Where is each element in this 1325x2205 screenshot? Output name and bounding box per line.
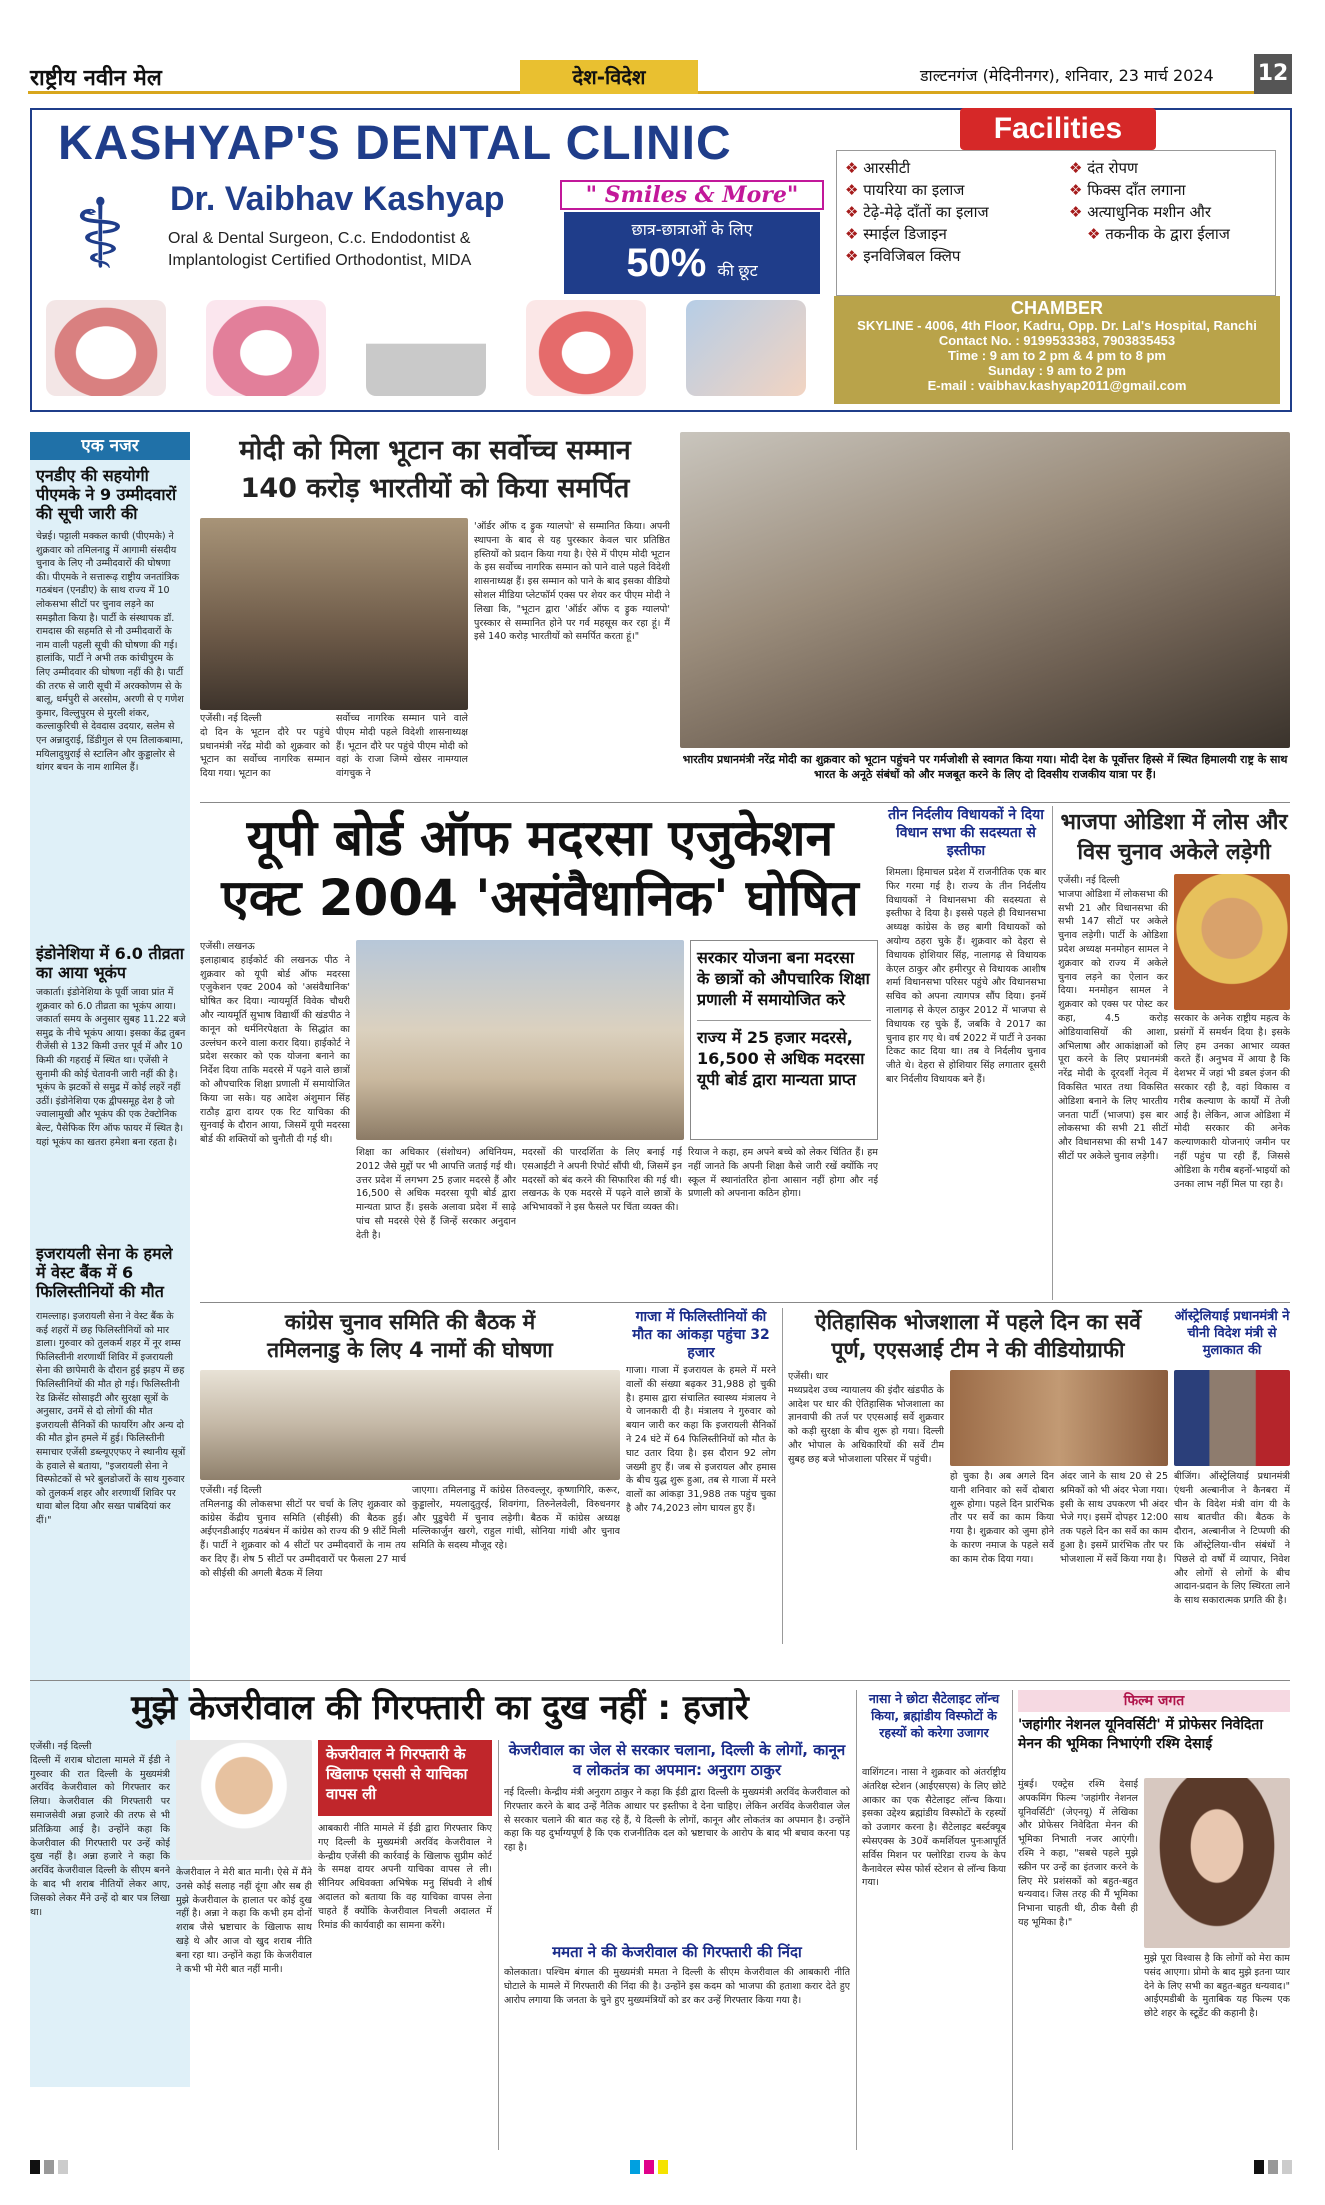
bhutan-headline-line-1: मोदी को मिला भूटान का सर्वोच्च सम्मान xyxy=(239,435,631,466)
bhojshala-body: हो चुका है। अब अगले दिन यानी शनिवार को सर्वे दोबारा शुरू होगा। पहले दिन प्रारंभिक तौर पर सर्वे का काम किया गया है। शुक्रवार को जुमा होने के कारण नमाज के पहले सर्वे का काम रोक दिया गया। xyxy=(950,1471,1054,1565)
brief-headline: इंडोनेशिया में 6.0 तीव्रता का आया भूकंप xyxy=(36,944,184,982)
hazare-body: केजरीवाल ने मेरी बात मानी। ऐसे में मैंने उनसे कोई सलाह नहीं दूंगा और सब ही मुझे केजरीवाल के हालात पर कोई दुख नहीं है। अन्ना ने कहा कि कभी हम दोनों शराब जैसे भ्रष्टाचार के खिलाफ साथ खड़े थे और आज वो खुद शराब नीति बना रहा था। उन्होंने कहा कि केजरीवाल ने कभी भी मेरी बात नहीं मानी। xyxy=(176,1867,312,1975)
chamber-time: Time : 9 am to 2 pm & 4 pm to 8 pm xyxy=(948,348,1166,363)
modi-welcome-photo xyxy=(680,432,1290,748)
offer-line: छात्र-छात्राओं के लिए xyxy=(631,220,753,239)
offer-percent: 50% xyxy=(626,241,707,285)
gaza-headline: गाजा में फिलिस्तीनियों की मौत का आंकड़ा पहुंचा 32 हजार xyxy=(632,1309,770,1361)
facility-item: ❖ दंत रोपण xyxy=(1069,157,1230,179)
braces-photo xyxy=(526,300,646,396)
dentures-photo xyxy=(46,300,166,396)
brief-headline: इजरायली सेना के हमले में वेस्ट बैंक में 6 फिलिस्तीनियों की मौत xyxy=(36,1244,173,1301)
gum-model-photo xyxy=(206,300,326,396)
facilities-title: Facilities xyxy=(960,108,1156,150)
facilities-list xyxy=(836,150,1276,296)
bhutan-body: सर्वोच्च नागरिक सम्मान पाने वाले पीएम मोदी पहले विदेशी शासनाध्यक्ष हैं। भूटान दौरे पर पहुंचे पीएम मोदी को वहां के राजा जिग्मे खेसर नामग्याल वांगचुक ने xyxy=(336,713,468,780)
congress-headline-line-2: तमिलनाडु के लिए 4 नामों की घोषणा xyxy=(267,1338,553,1362)
film-body: मुंबई। एक्ट्रेस रश्मि देसाई अपकमिंग फिल्म 'जहांगीर नेशनल यूनिवर्सिटी' (जेएनयू) में लेखिका और प्रोफेसर निवेदिता मेनन की भूमिका निभाती नजर आएंगी। रश्मि ने कहा, "सबसे पहले मुझे स्क्रीन पर उन्हें का इंतजार करने के लिए मेरे प्रशंसकों को बहुत-बहुत धन्यवाद। जिस तरह की मैं भूमिका निभाना चाहती थी, ठीक वैसी ही यह भूमिका है।" xyxy=(1018,1779,1138,1928)
madrasa-headline-line-1: यूपी बोर्ड ऑफ मदरसा एजुकेशन xyxy=(246,809,834,867)
hazare-headline: मुझे केजरीवाल की गिरफ्तारी का दुख नहीं : हजारे xyxy=(131,1688,749,1728)
facility-item: ❖ आरसीटी xyxy=(845,157,989,179)
facility-item: ❖ अत्याधुनिक मशीन और xyxy=(1069,201,1230,223)
chamber-info xyxy=(834,296,1280,404)
odisha-body: सरकार के अनेक राष्ट्रीय महत्व के प्रसंगों में समर्थन दिया है। इसके लिए हम उनका आभार व्यक्त करते हैं। अनुभव में आया है कि देशभर में जहां भी डबल इंजन की सरकार रही है, वहां विकास व गरीब कल्याण के कार्यों में तेजी आई है। लेकिन, आज ओडिशा में मोदी सरकार की अनेक कल्याणकारी योजनाएं जमीन पर नहीं पहुंच पा रही हैं, जिससे ओडिशा के गरीब बहनों-भाइयों को उनका लाभ नहीं मिल पा रहा है। xyxy=(1174,1013,1290,1190)
australia-body: बीजिंग। ऑस्ट्रेलियाई प्रधानमंत्री एंथनी अल्बानीज ने कैनबरा में चीन के विदेश मंत्री वांग यी के साथ बातचीत की। बैठक के दौरान, अल्बानीज ने टिप्पणी की कि ऑस्ट्रेलिया-चीन संबंधों ने पिछले दो वर्षों में व्यापार, निवेश और लोगों से लोगों के बीच आदान-प्रदान के लिए स्थिरता लाने के साथ सकारात्मक प्रगति की है। xyxy=(1174,1471,1290,1607)
madrasa-body: रियाज ने कहा, हम अपने बच्चे को लेकर चिंतित हैं। हम नहीं जानते कि अपनी शिक्षा कैसे जारी रखें क्योंकि नए स्कूल में स्थानांतरित होना आसान नहीं होगा और नई प्रणाली को अपनाना कठिन होगा। xyxy=(688,1147,878,1200)
manmohan-samal-photo xyxy=(1174,874,1290,1010)
offer-suffix: की छूट xyxy=(717,263,758,280)
chamber-contact: Contact No. : 9199533383, 7903835453 xyxy=(938,333,1176,348)
chamber-sunday: Sunday : 9 am to 2 pm xyxy=(988,363,1126,378)
sc-petition-body: आबकारी नीति मामले में ईडी द्वारा गिरफ्तार किए गए दिल्ली के मुख्यमंत्री अरविंद केजरीवाल ने केन्द्रीय एजेंसी की कार्रवाई के खिलाफ सुप्रीम कोर्ट के समक्ष दायर अपनी याचिका वापस ले ली। सीनियर अधिवक्ता अभिषेक मनु सिंघवी ने शीर्ष अदालत को बताया कि वह याचिका वापस लेना चाहते हैं क्योंकि केजरीवाल निचली अदालत में रिमांड की कार्यवाही का सामना करेंगे। xyxy=(318,1823,492,1931)
satellite-body: वाशिंगटन। नासा ने शुक्रवार को अंतर्राष्ट्रीय अंतरिक्ष स्टेशन (आईएसएस) के लिए छोटे आकार का एक सैटेलाइट लॉन्च किया। इसका उद्देश्य ब्रह्मांडीय विस्फोटों के रहस्यों को उजागर करना है। सैटेलाइट बर्स्टक्यूब स्पेसएक्स के 30वें कमर्शियल पुनःआपूर्ति सर्विस मिशन पर फ्लोरिडा राज्य के केप कैनावेरल स्पेस फोर्स स्टेशन से लॉन्च किया गया। xyxy=(862,1767,1006,1889)
sidebar-header: एक नजर xyxy=(30,432,190,460)
facilities-right-column xyxy=(1069,157,1230,245)
bhutan-body: एजेंसी। नई दिल्ली दो दिन के भूटान दौरे पर पहुंचे प्रधानमंत्री नरेंद्र मोदी को शुक्रवार को भूटान का सर्वोच्च नागरिक सम्मान दिया गया। भूटान का xyxy=(200,713,330,780)
chamber-address: SKYLINE - 4006, 4th Floor, Kadru, Opp. Dr. Lal's Hospital, Ranchi xyxy=(857,318,1257,333)
odisha-body: एजेंसी। नई दिल्ली भाजपा ओडिशा में लोकसभा की सभी 21 और विधानसभा की सभी 147 सीटों पर अकेले चुनाव लड़ेगी। पार्टी के ओडिशा प्रदेश अध्यक्ष मनमोहन सामल ने शुक्रवार को राज्य में अकेले चुनाव लड़ने का ऐलान कर दिया। मनमोहन सामल ने शुक्रवार को एक्स पर पोस्ट कर कहा, 4.5 करोड़ ओडियावासियों की आशा, अभिलाषा और आकांक्षाओं को पूरा करने के लिए प्रधानमंत्री नरेंद्र मोदी के दूरदर्शी नेतृत्व में विकसित भारत तथा विकसित ओडिशा बनाने के लिए भारतीय जनता पार्टी (भाजपा) इस बार लोकसभा की सभी 21 सीटों और विधानसभा की सभी 147 सीटों पर अकेले चुनाव लड़ेगी। xyxy=(1058,875,1168,1162)
brief-body: रामल्लाह। इजरायली सेना ने वेस्ट बैंक के कई शहरों में छह फिलिस्तीनियों को मार डाला। गुरुवार को तुलकर्म शहर में नूर शम्स फिलिस्तीनी शरणार्थी शिविर में इजरायली सेना की छापेमारी के दौरान हुई झड़प में छह फिलिस्तीनियों की मौत हो गई। फिलिस्तीनी रेड क्रिसेंट सोसाइटी और सुरक्षा सूत्रों के अनुसार, उनमें से दो लोगों की मौत इजरायली सैनिकों की फायरिंग और अन्य दो की मौत ड्रोन हमले में हुई। फिलिस्तीनी समाचार एजेंसी डब्ल्यूएएफए ने स्थानीय सूत्रों के हवाले से बताया, "इजरायली सेना ने विस्फोटकों से भरे बुलडोजरों के साथ गुरुवार को तुलकर्म शहर और शरणार्थी शिविर पर धावा बोल दिया और सख्त पाबंदियां कर दीं।" xyxy=(36,1311,186,1526)
facility-item-continued: ❖ तकनीक के द्वारा ईलाज xyxy=(1069,223,1230,245)
student-discount-offer xyxy=(564,212,820,294)
congress-meeting-photo xyxy=(200,1370,620,1480)
brief-body: जकार्ता। इंडोनेशिया के पूर्वी जावा प्रांत में शुक्रवार को 6.0 तीव्रता का भूकंप आया। जकार्ता समय के अनुसार सुबह 11.22 बजे समुद्र के नीचे भूकंप आया। इसका केंद्र तुबन रीजेंसी से 132 किमी उत्तर पूर्व में और 10 किमी की गहराई में स्थित था। एजेंसी ने सुनामी की कोई चेतावनी जारी नहीं की है। भूकंप के झटकों से समुद्र में कोई लहरें नहीं उठीं। इंडोनेशिया एक द्वीपसमूह देश है जो ज्वालामुखी और भूकंप की एक टेक्टोनिक बेल्ट, पैसेफिक रिंग ऑफ फायर में स्थित है। यहां भूकंप का खतरा हमेशा बना रहता है। xyxy=(36,987,186,1148)
newspaper-name: राष्ट्रीय नवीन मेल xyxy=(30,65,162,91)
bhutan-body: 'ऑर्डर ऑफ द ड्रुक ग्यालपो' से सम्मानित किया। अपनी स्थापना के बाद से यह पुरस्कार केवल चार प्रतिष्ठित हस्तियों को प्रदान किया गया है। ऐसे में पीएम मोदी भूटान के इस सर्वोच्च नागरिक सम्मान को पाने वाले पहले विदेशी शासनाध्यक्ष हैं। इस सम्मान को पाने के बाद इसका वीडियो सोशल मीडिया प्लेटफॉर्म एक्स पर शेयर कर पीएम मोदी ने लिखा कि, "भूटान द्वारा 'ऑर्डर ऑफ द ड्रुक ग्यालपो' पुरस्कार से सम्मानित होने पर गर्व महसूस कर रहा हूं। मैं इसे 140 करोड़ भारतीयों को समर्पित करता हूं।" xyxy=(474,521,670,643)
bhutan-headline-line-2: 140 करोड़ भारतीयों को किया समर्पित xyxy=(240,473,630,504)
madrasa-body: मदरसों की पारदर्शिता के लिए बनाई गई एसआईटी ने अपनी रिपोर्ट सौंपी थी, जिसमें इन मदरसों को बंद करने की सिफारिश की गई थी। लखनऊ के एक मदरसे में पढ़ने वाले छात्रों के अभिभावकों ने इस फैसले पर चिंता व्यक्त की। xyxy=(522,1147,682,1214)
child-checkup-photo xyxy=(686,300,806,396)
bhojshala-photo xyxy=(950,1370,1168,1466)
bhojshala-body: एजेंसी। धार मध्यप्रदेश उच्च न्यायालय की इंदौर खंडपीठ के आदेश पर धार की ऐतिहासिक भोजशाला का ज्ञानवापी की तर्ज पर एएसआई सर्वे शुक्रवार को कड़ी सुरक्षा के बीच शुरू हो गया। दिल्ली और भोपाल के अधिकारियों की सर्वे टीम सुबह छह बजे भोजशाला परिसर में पहुंची। xyxy=(788,1371,944,1465)
rashmi-desai-photo xyxy=(1144,1778,1290,1948)
albanese-wang-photo xyxy=(1174,1370,1290,1466)
facilities-left-column xyxy=(845,157,989,267)
brief-headline: एनडीए की सहयोगी पीएमके ने 9 उम्मीदवारों की सूची जारी की xyxy=(36,466,177,523)
bhutan-award-photo xyxy=(200,518,468,710)
himachal-headline: तीन निर्दलीय विधायकों ने दिया विधान सभा की सदस्यता से इस्तीफा xyxy=(888,807,1044,859)
film-section-header: फिल्म जगत xyxy=(1018,1690,1290,1712)
facility-item: ❖ टेढ़े-मेढ़े दाँतों का इलाज xyxy=(845,201,989,223)
facility-item: ❖ इनविजिबल क्लिप xyxy=(845,245,989,267)
bhojshala-body: अंदर जाने के साथ 20 से 25 श्रमिकों को भी अंदर भेजा गया। इसी के साथ उपकरण भी अंदर भेजे गए। इसमें दोपहर 12:00 तक पहले दिन का सर्वे का काम हुआ है। इसमें प्रारंभिक तौर पर भोजशाला में सर्वे किया गया है। xyxy=(1060,1471,1168,1565)
sc-petition-headline: केजरीवाल ने गिरफ्तारी के खिलाफ एससी से याचिका वापस ली xyxy=(318,1740,492,1816)
congress-headline-line-1: कांग्रेस चुनाव समिति की बैठक में xyxy=(284,1310,536,1334)
print-color-bar xyxy=(30,2160,1292,2174)
madrasa-headline-line-2: एक्ट 2004 'असंवैधानिक' घोषित xyxy=(221,869,859,927)
anurag-headline: केजरीवाल का जेल से सरकार चलाना, दिल्ली के लोगों, कानून व लोकतंत्र का अपमान: अनुराग ठाकुर xyxy=(508,1741,846,1779)
film-headline: 'जहांगीर नेशनल यूनिवर्सिटी' में प्रोफेसर निवेदिता मेनन की भूमिका निभाएंगी रश्मि देसाई xyxy=(1018,1717,1264,1752)
high-court-photo xyxy=(356,940,684,1140)
facility-item: ❖ फिक्स दाँत लगाना xyxy=(1069,179,1230,201)
satellite-headline: नासा ने छोटा सैटेलाइट लॉन्च किया, ब्रह्मांडीय विस्फोटों के रहस्यों को करेगा उजागर xyxy=(868,1691,1000,1740)
dateline: डाल्टनगंज (मेदिनीनगर), शनिवार, 23 मार्च 2024 xyxy=(920,66,1214,85)
chamber-title: CHAMBER xyxy=(1011,298,1103,318)
doctor-qualifications xyxy=(168,228,471,272)
qualification-line: Oral & Dental Surgeon, C.c. Endodontist & xyxy=(168,230,471,247)
anurag-body: नई दिल्ली। केन्द्रीय मंत्री अनुराग ठाकुर ने कहा कि ईडी द्वारा दिल्ली के मुख्यमंत्री अरविंद केजरीवाल को गिरफ्तार करने के बाद उन्हें नैतिक आधार पर इस्तीफा दे देना चाहिए। लेकिन अरविंद केजरीवाल जेल से सरकार चलाने की बात कह रहे हैं, ये दिल्ली के लोगों, कानून और लोकतंत्र का अपमान है। उन्होंने कहा कि यह दुर्भाग्यपूर्ण है कि एक राजनीतिक दल को भ्रष्टाचार के आरोप के बाद भी बचाव करना पड़ रहा है। xyxy=(504,1787,850,1854)
dental-photo-strip xyxy=(46,300,806,400)
mamata-headline: ममता ने की केजरीवाल की गिरफ्तारी की निंदा xyxy=(552,1943,802,1961)
madrasa-highlight-1: सरकार योजना बना मदरसा के छात्रों को औपचारिक शिक्षा प्रणाली में समायोजित करे xyxy=(697,948,870,1009)
clinic-name: KASHYAP'S DENTAL CLINIC xyxy=(58,117,732,170)
hazare-body: एजेंसी। नई दिल्ली दिल्ली में शराब घोटाला मामले में ईडी ने गुरुवार की रात दिल्ली के मुख्यमंत्री अरविंद केजरीवाल को गिरफ्तार कर लिया। केजरीवाल की गिरफ्तारी पर समाजसेवी अन्ना हजारे की तरफ से भी प्रतिक्रिया आई है। उन्होंने कहा कि केजरीवाल की गिरफ्तारी पर उन्हें कोई दुख नहीं है। अन्ना हजारे ने कहा कि अरविंद केजरीवाल दिल्ली के सीएम बनने के बाद भी शराब नीतियों लेकर आए, जिसको लेकर मैंने उन्हें दो बार पत्र लिखा था। xyxy=(30,1741,170,1918)
anna-hazare-photo xyxy=(176,1740,312,1860)
facility-item: ❖ स्माईल डिजाइन xyxy=(845,223,989,245)
bhojshala-headline-line-1: ऐतिहासिक भोजशाला में पहले दिन का सर्वे xyxy=(815,1310,1141,1334)
congress-body: जाएगा। तमिलनाडु में कांग्रेस तिरुवल्लूर, कृष्णागिरि, करूर, कुड्डालोर, मयलादुतुरई, शिवगंगा, तिरुनेलवेली, विरुधनगर और पुडुचेरी में चुनाव लड़ेगी। बैठक में कांग्रेस अध्यक्ष मल्लिकार्जुन खरगे, राहुल गांधी, सोनिया गांधी और चुनाव समिति के सदस्य मौजूद रहे। xyxy=(412,1485,620,1552)
qualification-line: Implantologist Certified Orthodontist, MIDA xyxy=(168,252,472,269)
himachal-body: शिमला। हिमाचल प्रदेश में राजनीतिक एक बार फिर गरमा गई है। राज्य के तीन निर्दलीय विधायकों ने विधानसभा की सदस्यता से इस्तीफा दे दिया है। इससे पहले ही विधानसभा अध्यक्ष कांग्रेस के छह बागी विधायकों को अयोग्य ठहरा चुके हैं। शुक्रवार को देहरा से विधायक होशियार सिंह, नालागढ़ से विधायक केएल ठाकुर और हमीरपुर से विधायक आशीष शर्मा विधानसभा परिसर पहुंचे और विधानसभा सचिव को अपना त्यागपत्र सौंप दिया। इनमें नालागढ़ से केएल ठाकुर 2012 में भाजपा से विधायक रह चुके हैं, जबकि वे 2017 का चुनाव हार गए थे। वर्ष 2022 में पार्टी ने उनका टिकट काट दिया था। तब वे निर्दलीय चुनाव जीते थे। देहरा से होशियार सिंह लगातार दूसरी बार निर्दलीय विधायक बने हैं। xyxy=(886,867,1046,1085)
doctor-name: Dr. Vaibhav Kashyap xyxy=(170,180,505,218)
page-number: 12 xyxy=(1254,54,1292,94)
brief-body: चेन्नई। पट्टाली मक्कल काची (पीएमके) ने शुक्रवार को तमिलनाडु में आगामी संसदीय चुनाव के लिए नौ उम्मीदवारों की घोषणा की। पीएमके ने सत्तारूढ़ राष्ट्रीय जनतांत्रिक गठबंधन (एनडीए) के साथ राज्य में 10 लोकसभा सीटों पर चुनाव लड़ने का समझौता किया है। पार्टी के संस्थापक डॉ. रामदास की सहमति से नौ उम्मीदवारों के नाम वाली पहली सूची की घोषणा की गई। हालांकि, पार्टी ने अभी तक कांचीपुरम के लिए उम्मीदवार की घोषणा नहीं की है। पार्टी की तरफ से जारी सूची में अरक्कोणम से के बालू, धर्मपुरी से अरसोम, अरणी से ए गणेश कुमार, विल्लुपुरम से मुरली शंकर, कल्लाकुरिची से देवदास उदयार, सलेम से एन अन्नादुराई, डिंडीगुल से एम तिलाकबामा, मयिलादुथुराई से स्टालिन और कुड्डालोर से थांगर बचन के नाम शामिल हैं। xyxy=(36,531,184,774)
mamata-body: कोलकाता। पश्चिम बंगाल की मुख्यमंत्री ममता ने दिल्ली के सीएम केजरीवाल की आबकारी नीति घोटाले के मामले में गिरफ्तारी की निंदा की है। उन्होंने इस कदम को भाजपा की हताशा करार देते हुए आरोप लगाया कि जनता के चुने हुए मुख्यमंत्रियों को डर कर उन्हें गिरफ्तार किया गया है। xyxy=(504,1967,850,2006)
chamber-email: E-mail : vaibhav.kashyap2011@gmail.com xyxy=(927,378,1187,393)
caduceus-icon: ⚕ xyxy=(74,178,126,290)
facility-item: ❖ पायरिया का इलाज xyxy=(845,179,989,201)
congress-body: एजेंसी। नई दिल्ली तमिलनाडु की लोकसभा सीटों पर चर्चा के लिए शुक्रवार को कांग्रेस केंद्रीय चुनाव समिति (सीईसी) की बैठक हुई। अईएनडीआईए गठबंधन में कांग्रेस को राज्य की 9 सीटें मिली हैं। पार्टी ने शुक्रवार को 4 सीटों पर उम्मीदवारों के नाम तय कर दिए हैं। शेष 5 सीटों पर उम्मीदवारों पर फैसला 27 मार्च को सीईसी की अगली बैठक में लिया xyxy=(200,1485,406,1579)
modi-photo-caption: भारतीय प्रधानमंत्री नरेंद्र मोदी का शुक्रवार को भूटान पहुंचने पर गर्मजोशी से स्वागत किया गया। मोदी देश के पूर्वोत्तर हिस्से में स्थित हिमालयी राष्ट्र के साथ भारत के अनूठे संबंधों को और मजबूत करने के लिए दो दिवसीय राजकीय यात्रा पर हैं। xyxy=(682,753,1288,781)
gaza-body: गाजा। गाजा में इजरायल के हमले में मरने वालों की संख्या बढ़कर 31,988 हो चुकी है। हमास द्वारा संचालित स्वास्थ्य मंत्रालय ने ये जानकारी दी है। मंत्रालय ने गुरुवार को बयान जारी कर कहा कि इजरायली सैनिकों ने 24 घंटे में 64 फिलिस्तीनियों को मौत के घाट उतार दिया है। इस दौरान 92 लोग जख्मी हुए हैं। जब से इजरायल और हमास के बीच युद्ध शुरू हुआ, तब से गाजा में मरने वालों का आंकड़ा 31,988 तक पहुंच चुका है और 74,2023 लोग घायल हुए हैं। xyxy=(626,1365,776,1514)
madrasa-body: शिक्षा का अधिकार (संशोधन) अधिनियम, 2012 जैसे मुद्दों पर भी आपत्ति जताई गई थी। उत्तर प्रदेश में लगभग 25 हजार मदरसे हैं और 16,500 से अधिक मदरसा यूपी बोर्ड द्वारा मान्यता प्राप्त हैं। इसके अलावा प्रदेश में साढ़े पांच सौ मदरसे ऐसे हैं जिन्हें सरकार अनुदान देती है। xyxy=(356,1147,516,1241)
madrasa-highlight-box xyxy=(690,940,878,1140)
section-label: देश-विदेश xyxy=(520,60,698,94)
film-body: मुझे पूरा विश्वास है कि लोगों को मेरा काम पसंद आएगा। प्रोमो के बाद मुझे इतना प्यार देने के लिए सभी का बहुत-बहुत धन्यवाद।" आईएमडीबी के मुताबिक यह फिल्म एक छोटे शहर के स्टूडेंट की कहानी है। xyxy=(1144,1953,1290,2020)
clinic-tagline: " Smiles & More" xyxy=(560,180,824,210)
australia-headline: ऑस्ट्रेलियाई प्रधानमंत्री ने चीनी विदेश मंत्री से मुलाकात की xyxy=(1174,1309,1290,1358)
odisha-headline: भाजपा ओडिशा में लोस और विस चुनाव अकेले लड़ेगी xyxy=(1060,810,1288,865)
madrasa-body: एजेंसी। लखनऊ इलाहाबाद हाईकोर्ट की लखनऊ पीठ ने शुक्रवार को यूपी बोर्ड ऑफ मदरसा एजुकेशन एक्ट 2004 को 'असंवैधानिक' घोषित कर दिया। न्यायमूर्ति विवेक चौधरी और न्यायमूर्ति सुभाष विद्यार्थी की खंडपीठ ने कानून को धर्मनिरपेक्षता के सिद्धांत का उल्लंघन करने वाला करार दिया। हाईकोर्ट ने प्रदेश सरकार को एक योजना बनाने का निर्देश दिया ताकि मदरसे में पढ़ने वाले छात्रों को औपचारिक शिक्षा प्रणाली में समायोजित किया जा सके। यह आदेश अंशुमान सिंह राठौड़ द्वारा दायर एक रिट याचिका की सुनवाई के दौरान आया, जिसमें यूपी मदरसा बोर्ड की शक्तियों को चुनौती दी गई थी। xyxy=(200,941,350,1146)
implant-photo xyxy=(366,300,486,396)
bhojshala-headline-line-2: पूर्ण, एएसआई टीम ने की वीडियोग्राफी xyxy=(831,1338,1125,1362)
madrasa-highlight-2: राज्य में 25 हजार मदरसे, 16,500 से अधिक मदरसा यूपी बोर्ड द्वारा मान्यता प्राप्त xyxy=(697,1020,871,1090)
